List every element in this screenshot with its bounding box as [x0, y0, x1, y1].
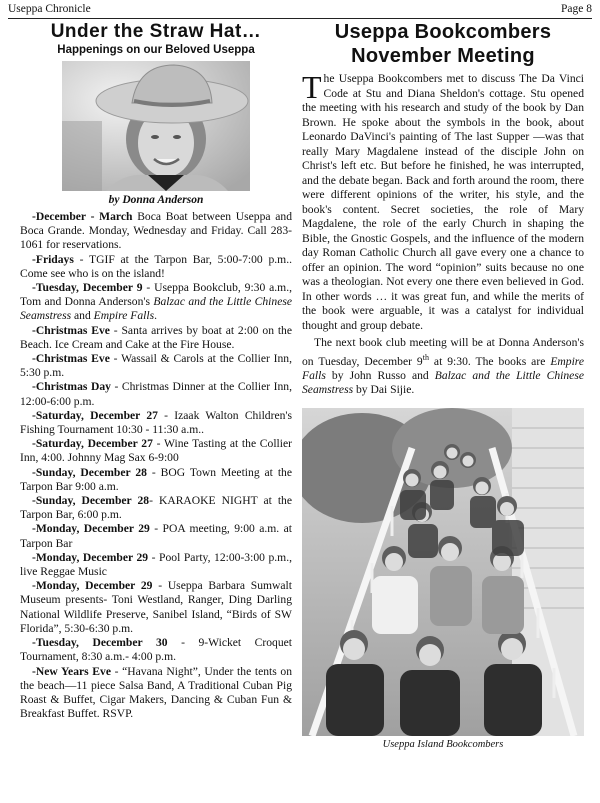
page-header	[8, 0, 592, 19]
column-subtitle: Happenings on our Beloved Useppa	[57, 44, 255, 56]
left-column	[20, 20, 292, 721]
list-item: -Sunday, December 28- KARAOKE NIGHT at the Tarpon Bar, 6:00 p.m.	[20, 494, 292, 522]
right-column	[302, 20, 584, 751]
group-photo	[302, 408, 584, 736]
list-item: -Saturday, December 27 - Wine Tasting at the Collier Inn, 4:00. Johnny Mag Sax 6-9:00	[20, 437, 293, 465]
list-item: -Monday, December 29 - POA meeting, 9:00 a.m. at Tarpon Bar	[20, 522, 292, 550]
list-item: -Monday, December 29 - Useppa Barbara Sumwalt Museum presents- Toni Westland, Ranger, Ding Darling National Wildlife Preserve, Sanibel Island, “Birds of SW Florida”, 5:30-6:30 p.m.	[20, 579, 292, 635]
list-item: -Christmas Day - Christmas Dinner at the Collier Inn, 12:00-6:00 p.m.	[20, 380, 292, 408]
author-photo	[62, 61, 250, 191]
list-item: -Tuesday, December 30 - 9-Wicket Croquet Tournament, 8:30 a.m.- 4:00 p.m.	[20, 636, 292, 664]
list-item: -Sunday, December 28 - BOG Town Meeting at the Tarpon Bar 9:00 a.m.	[20, 465, 292, 493]
publication-name: Useppa Chronicle	[8, 3, 91, 15]
article-title-line1: Useppa Bookcombers	[334, 21, 552, 43]
article-paragraph: The Useppa Bookcombers met to discuss The Da Vinci Code at Stu and Diana Sheldon's cottage. Stu opened the meeting with his research and study of the book by Dan Brown. He spoke about the symbols in the book, about Leonardo DaVinci's painting of The last Supper —was that really Mary Magdalene instead of the disciple John on Christ's left etc. But before he finished, he was interrupted, and the debate began. Back and forth around the room, there were different opinions of the writer, his style, and the book's content. Secret societies, the role of Mary Magdalene, the role of the early Church in shaping the Bible, the Gnostic Gospels, and the influence of the modern day Roman Catholic Church all gave every one a chance to offer an opinion. The word “opinion” suits because no one was a theologian. Not every one there even believed in God. In other words … it was great fun, and while the merits of the book were arguable, it was a catalyst for individual thought and group debate.	[302, 69, 584, 332]
list-item: -December - March Boca Boat between Useppa and Boca Grande. Monday, Wednesday and Friday. Call 283-1061 for reservations.	[20, 210, 292, 252]
column-title: Under the Straw Hat…	[50, 21, 262, 42]
list-item: -Fridays - TGIF at the Tarpon Bar, 5:00-7:00 p.m.. Come see who is on the island!	[20, 252, 292, 280]
article-title-line2: November Meeting	[351, 45, 535, 67]
events-list	[20, 210, 292, 721]
article-paragraph: The next book club meeting will be at Donna Anderson's on Tuesday, December 9th at 9:30. The books are Empire Falls by John Russo and Balzac and the Little Chinese Seamstress by Dai Sijie.	[302, 336, 585, 397]
list-item: -Christmas Eve - Santa arrives by boat at 2:00 on the Beach. Ice Cream and Cake at the Fire House.	[20, 323, 292, 351]
list-item: -New Years Eve - “Havana Night”, Under the tents on the beach—11 piece Salsa Band, A Traditional Cuban Pig Roast & Buffet, Cigar Makers, Dancing & Cuban Fun & Breakfast Buffet. RSVP.	[20, 664, 293, 721]
list-item: -Tuesday, December 9 - Useppa Bookclub, 9:30 a.m., Tom and Donna Anderson's Balzac and the Little Chinese Seamstress and Empire Falls.	[20, 281, 292, 323]
list-item: -Monday, December 29 - Pool Party, 12:00-3:00 p.m., live Reggae Music	[20, 550, 292, 579]
author-byline: by Donna Anderson	[108, 194, 204, 206]
photo-caption: Useppa Island Bookcombers	[382, 738, 504, 750]
list-item: -Saturday, December 27 - Izaak Walton Children's Fishing Tournament 10:30 - 11:30 a.m..	[20, 408, 293, 437]
page-number: Page 8	[561, 3, 592, 15]
article-body	[302, 69, 585, 398]
list-item: -Christmas Eve - Wassail & Carols at the Collier Inn, 5:30 p.m.	[20, 352, 292, 380]
